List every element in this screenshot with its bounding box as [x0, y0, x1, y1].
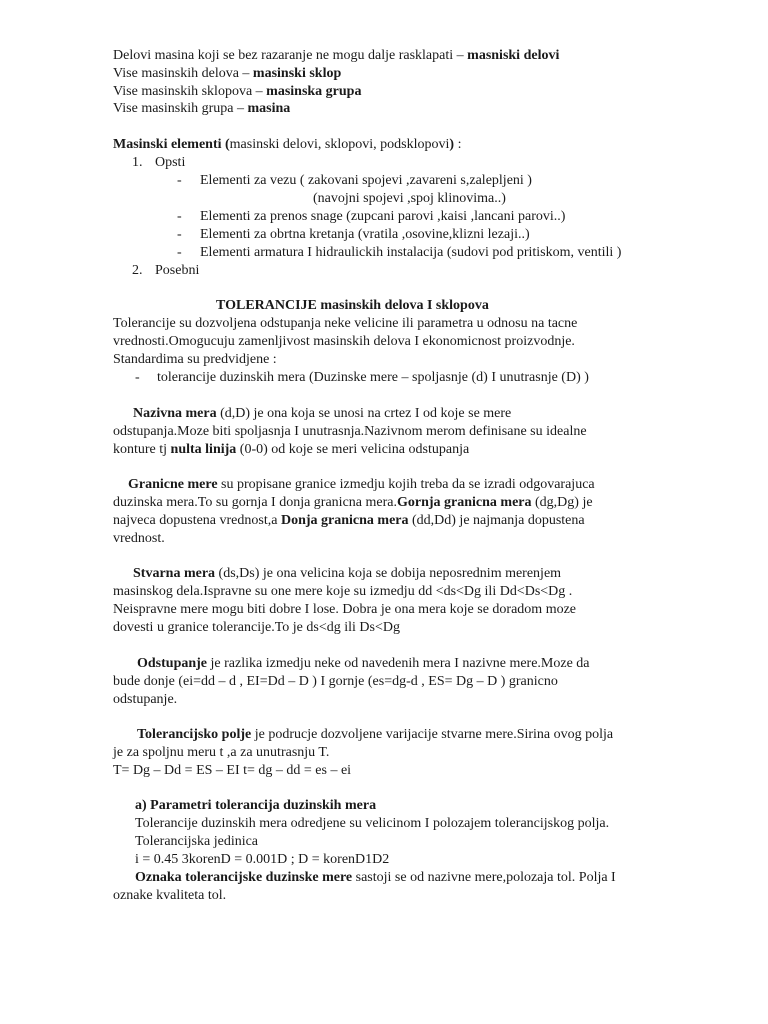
- odstupanje-term: Odstupanje: [137, 656, 208, 671]
- parametri-line-5: oznake kvaliteta tol.: [113, 888, 227, 903]
- odstupanje-line-3: odstupanje.: [113, 692, 178, 707]
- polje-term: Tolerancijsko polje: [137, 727, 252, 742]
- granicne-term: Granicne mere: [128, 477, 218, 492]
- elements-heading-paren: ): [449, 137, 455, 152]
- elements-heading-text: masinski delovi, sklopovi, podsklopovi: [229, 137, 450, 152]
- intro-line-4: [113, 100, 290, 118]
- intro-line-3-text: Vise masinskih sklopova –: [113, 84, 267, 99]
- intro-line-2-text: Vise masinskih delova –: [113, 66, 253, 81]
- sub-dash-1: -: [177, 173, 182, 188]
- sub-item-veza: Elementi za vezu ( zakovani spojevi ,zavareni s,zalepljeni ): [200, 173, 532, 188]
- sub-dash-3: -: [177, 227, 182, 242]
- elements-heading: [113, 136, 461, 154]
- parametri-line-4: [135, 869, 616, 887]
- stvarna-line-4: dovesti u granice tolerancije.To je ds<dg ili Ds<Dg: [113, 620, 400, 635]
- granicne-line-2-c: (dg,Dg) je: [531, 495, 593, 510]
- donja-granicna-term: Donja granicna mera: [280, 513, 409, 528]
- nazivna-line-1-text: (d,D) je ona koja se unosi na crtez I od koje se mere: [216, 406, 512, 421]
- intro-line-4-term: masina: [247, 101, 291, 116]
- stvarna-line-1: [133, 565, 561, 583]
- polje-line-1: [137, 726, 613, 744]
- stvarna-line-3: Neispravne mere mogu biti dobre I lose. Dobra je ona mera koje se doradom moze: [113, 602, 577, 617]
- odstupanje-line-1: [137, 655, 590, 673]
- polje-formula: T= Dg – Dd = ES – EI t= dg – dd = es – ei: [113, 763, 352, 778]
- gornja-granicna-term: Gornja granicna mera: [396, 495, 532, 510]
- sub-item-obrtna: Elementi za obrtna kretanja (vratila ,osovine,klizni lezaji..): [200, 227, 530, 242]
- elements-heading-term: Masinski elementi (: [113, 137, 230, 152]
- parametri-formula: i = 0.45 3korenD = 0.001D ; D = korenD1D2: [135, 852, 390, 867]
- tolerancije-bullet-dash: -: [135, 370, 140, 385]
- sub-dash-4: -: [177, 245, 182, 260]
- parametri-heading: a) Parametri tolerancija duzinskih mera: [135, 798, 377, 813]
- granicne-line-3: [113, 512, 585, 530]
- parametri-line-1: Tolerancije duzinskih mera odredjene su velicinom I polozajem tolerancijskog polja.: [135, 816, 610, 831]
- intro-line-2: [113, 65, 341, 83]
- nazivna-term: Nazivna mera: [133, 406, 217, 421]
- nazivna-line-1: [133, 405, 511, 423]
- odstupanje-line-1-text: je razlika izmedju neke od navedenih mera I nazivne mere.Moze da: [207, 656, 590, 671]
- section-title-tolerancije: TOLERANCIJE masinskih delova I sklopova: [216, 298, 489, 313]
- granicne-line-4: vrednost.: [113, 531, 165, 546]
- tolerancije-para-line-3: Standardima su predvidjene :: [113, 352, 277, 367]
- intro-line-3: [113, 83, 361, 101]
- odstupanje-line-2: bude donje (ei=dd – d , EI=Dd – D ) I gornje (es=dg-d , ES= Dg – D ) granicno: [113, 674, 558, 689]
- granicne-line-1: [128, 476, 595, 494]
- nazivna-line-3-c: (0-0) od koje se meri velicina odstupanja: [236, 442, 470, 457]
- tolerancije-bullet: tolerancije duzinskih mera (Duzinske mere – spoljasnje (d) I unutrasnje (D) ): [157, 370, 589, 385]
- sub-item-veza-continued: (navojni spojevi ,spoj klinovima..): [313, 191, 506, 206]
- intro-line-1: [113, 47, 559, 65]
- granicne-line-3-a: najveca dopustena vrednost,a: [113, 513, 281, 528]
- intro-line-1-text: Delovi masina koji se bez razaranje ne mogu dalje rasklapati –: [113, 48, 468, 63]
- sub-dash-2: -: [177, 209, 182, 224]
- list-item-posebni: Posebni: [155, 263, 200, 278]
- intro-line-4-text: Vise masinskih grupa –: [113, 101, 248, 116]
- granicne-line-2: [113, 494, 593, 512]
- parametri-line-4-text: sastoji se od nazivne mere,polozaja tol. Polja I: [352, 870, 616, 885]
- parametri-line-2: Tolerancijska jedinica: [135, 834, 259, 849]
- stvarna-term: Stvarna mera: [133, 566, 216, 581]
- nazivna-line-3: [113, 441, 469, 459]
- intro-line-1-term: masniski delovi: [467, 48, 560, 63]
- stvarna-line-1-text: (ds,Ds) je ona velicina koja se dobija neposrednim merenjem: [215, 566, 562, 581]
- oznaka-term: Oznaka tolerancijske duzinske mere: [135, 870, 353, 885]
- list-number-1: 1.: [132, 155, 143, 170]
- granicne-line-3-c: (dd,Dd) je najmanja dopustena: [408, 513, 585, 528]
- intro-line-2-term: masinski sklop: [252, 66, 342, 81]
- nazivna-line-2: odstupanja.Moze biti spoljasnja I unutrasnja.Nazivnom merom definisane su idealne: [113, 424, 587, 439]
- polje-line-2: je za spoljnu meru t ,a za unutrasnju T.: [113, 745, 330, 760]
- granicne-line-1-text: su propisane granice izmedju kojih treba da se izradi odgovarajuca: [217, 477, 595, 492]
- intro-line-3-term: masinska grupa: [266, 84, 362, 99]
- elements-heading-tail: :: [454, 137, 462, 152]
- sub-item-prenos: Elementi za prenos snage (zupcani parovi ,kaisi ,lancani parovi..): [200, 209, 566, 224]
- nazivna-line-3-a: konture tj: [113, 442, 171, 457]
- granicne-line-2-a: duzinska mera.To su gornja I donja granicna mera.: [113, 495, 397, 510]
- nulta-linija-term: nulta linija: [170, 442, 237, 457]
- stvarna-line-2: masinskog dela.Ispravne su one mere koje su izmedju dd <ds<Dg ili Dd<Ds<Dg .: [113, 584, 573, 599]
- sub-item-armatura: Elementi armatura I hidraulickih instalacija (sudovi pod pritiskom, ventili ): [200, 245, 622, 260]
- tolerancije-para-line-2: vrednosti.Omogucuju zamenljivost masinskih delova I ekonomicnost proizvodnje.: [113, 334, 575, 349]
- polje-line-1-text: je podrucje dozvoljene varijacije stvarne mere.Sirina ovog polja: [251, 727, 614, 742]
- list-item-opsti: Opsti: [155, 155, 186, 170]
- tolerancije-para-line-1: Tolerancije su dozvoljena odstupanja neke velicine ili parametra u odnosu na tacne: [113, 316, 578, 331]
- list-number-2: 2.: [132, 263, 143, 278]
